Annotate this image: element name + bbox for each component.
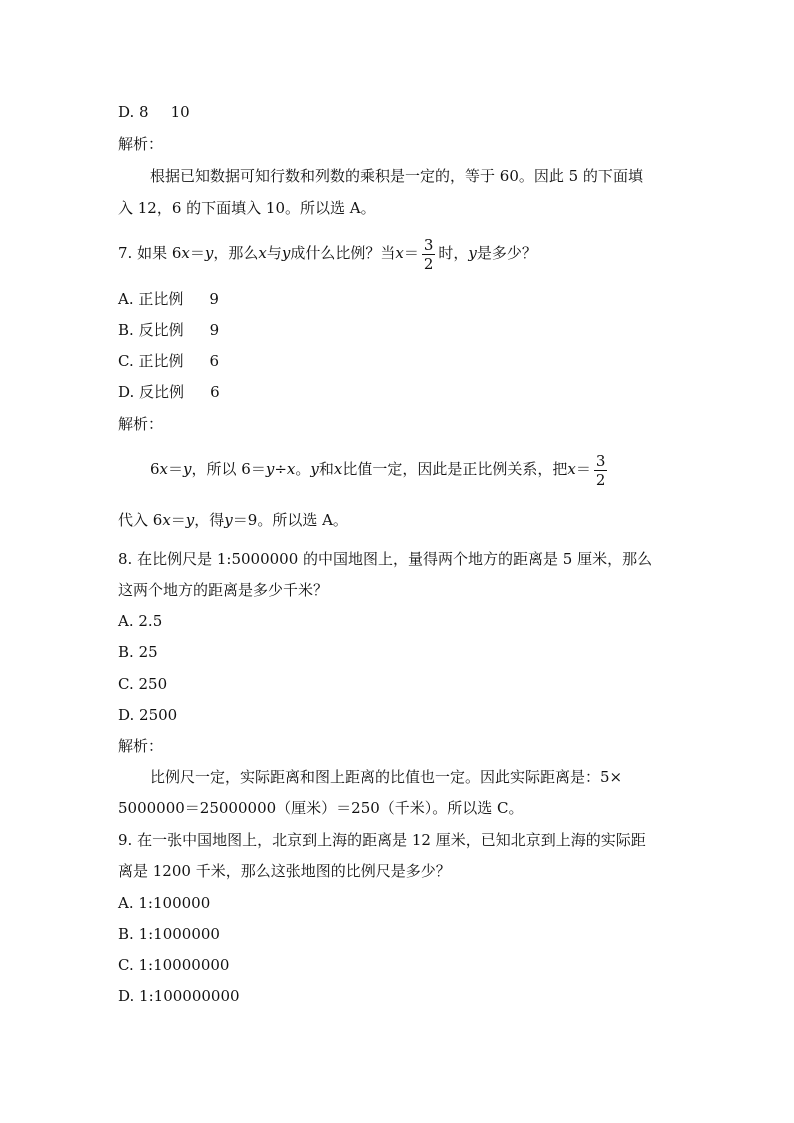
- q8-analysis-label: 解析：: [118, 737, 164, 755]
- q6-analysis-label: 解析：: [118, 135, 164, 153]
- q7-stem: 7. 如果 6x＝y，那么x与y成什么比例？当x＝ $\frac{3}{2}$ 时，y是多少？: [118, 235, 537, 273]
- q7-option-a: A. 正比例 9: [118, 290, 219, 308]
- fraction-three-halves: $\frac{3}{2}$: [423, 235, 434, 273]
- q7-option-b: B. 反比例 9: [118, 321, 220, 339]
- fraction-three-halves-analysis: $\frac{3}{2}$: [595, 451, 606, 489]
- q6-analysis-line1: 根据已知数据可知行数和列数的乘积是一定的，等于 60。因此 5 的下面填: [150, 167, 643, 185]
- q8-option-b: B. 25: [118, 643, 158, 661]
- q8-analysis-line1: 比例尺一定，实际距离和图上距离的比值也一定。因此实际距离是：5×: [150, 768, 623, 786]
- q7-option-c: C. 正比例 6: [118, 352, 220, 370]
- q9-option-a: A. 1:100000: [118, 894, 211, 912]
- option-letter: D.: [118, 103, 135, 121]
- q8-option-d: D. 2500: [118, 706, 178, 724]
- q8-option-c: C. 250: [118, 675, 168, 693]
- q9-option-d: D. 1:100000000: [118, 987, 240, 1005]
- q8-option-a: A. 2.5: [118, 612, 163, 630]
- q6-analysis-line2: 入 12，6 的下面填入 10。所以选 A。: [118, 199, 376, 217]
- q8-stem-line2: 这两个地方的距离是多少千米？: [118, 581, 329, 599]
- q7-analysis-label: 解析：: [118, 415, 164, 433]
- q9-stem-line2: 离是 1200 千米，那么这张地图的比例尺是多少？: [118, 862, 451, 880]
- q7-analysis-line1: 6x＝y，所以 6＝y÷x。y和x比值一定，因此是正比例关系，把x＝ $\frac{3}{2}$: [150, 451, 606, 489]
- q9-option-c: C. 1:10000000: [118, 956, 230, 974]
- q8-stem-line1: 8. 在比例尺是 1:5000000 的中国地图上，量得两个地方的距离是 5 厘米，那么: [118, 550, 653, 568]
- option-value-b: 10: [170, 103, 190, 121]
- q9-stem-line1: 9. 在一张中国地图上，北京到上海的距离是 12 厘米，已知北京到上海的实际距: [118, 831, 646, 849]
- q7-option-d: D. 反比例 6: [118, 383, 220, 401]
- q7-analysis-line2: 代入 6x＝y，得y＝9。所以选 A。: [118, 511, 348, 529]
- q9-option-b: B. 1:1000000: [118, 925, 220, 943]
- q8-analysis-line2: 5000000＝25000000（厘米）＝250（千米）。所以选 C。: [118, 799, 524, 817]
- option-value-a: 8: [139, 103, 149, 121]
- q6-option-d: [118, 102, 190, 122]
